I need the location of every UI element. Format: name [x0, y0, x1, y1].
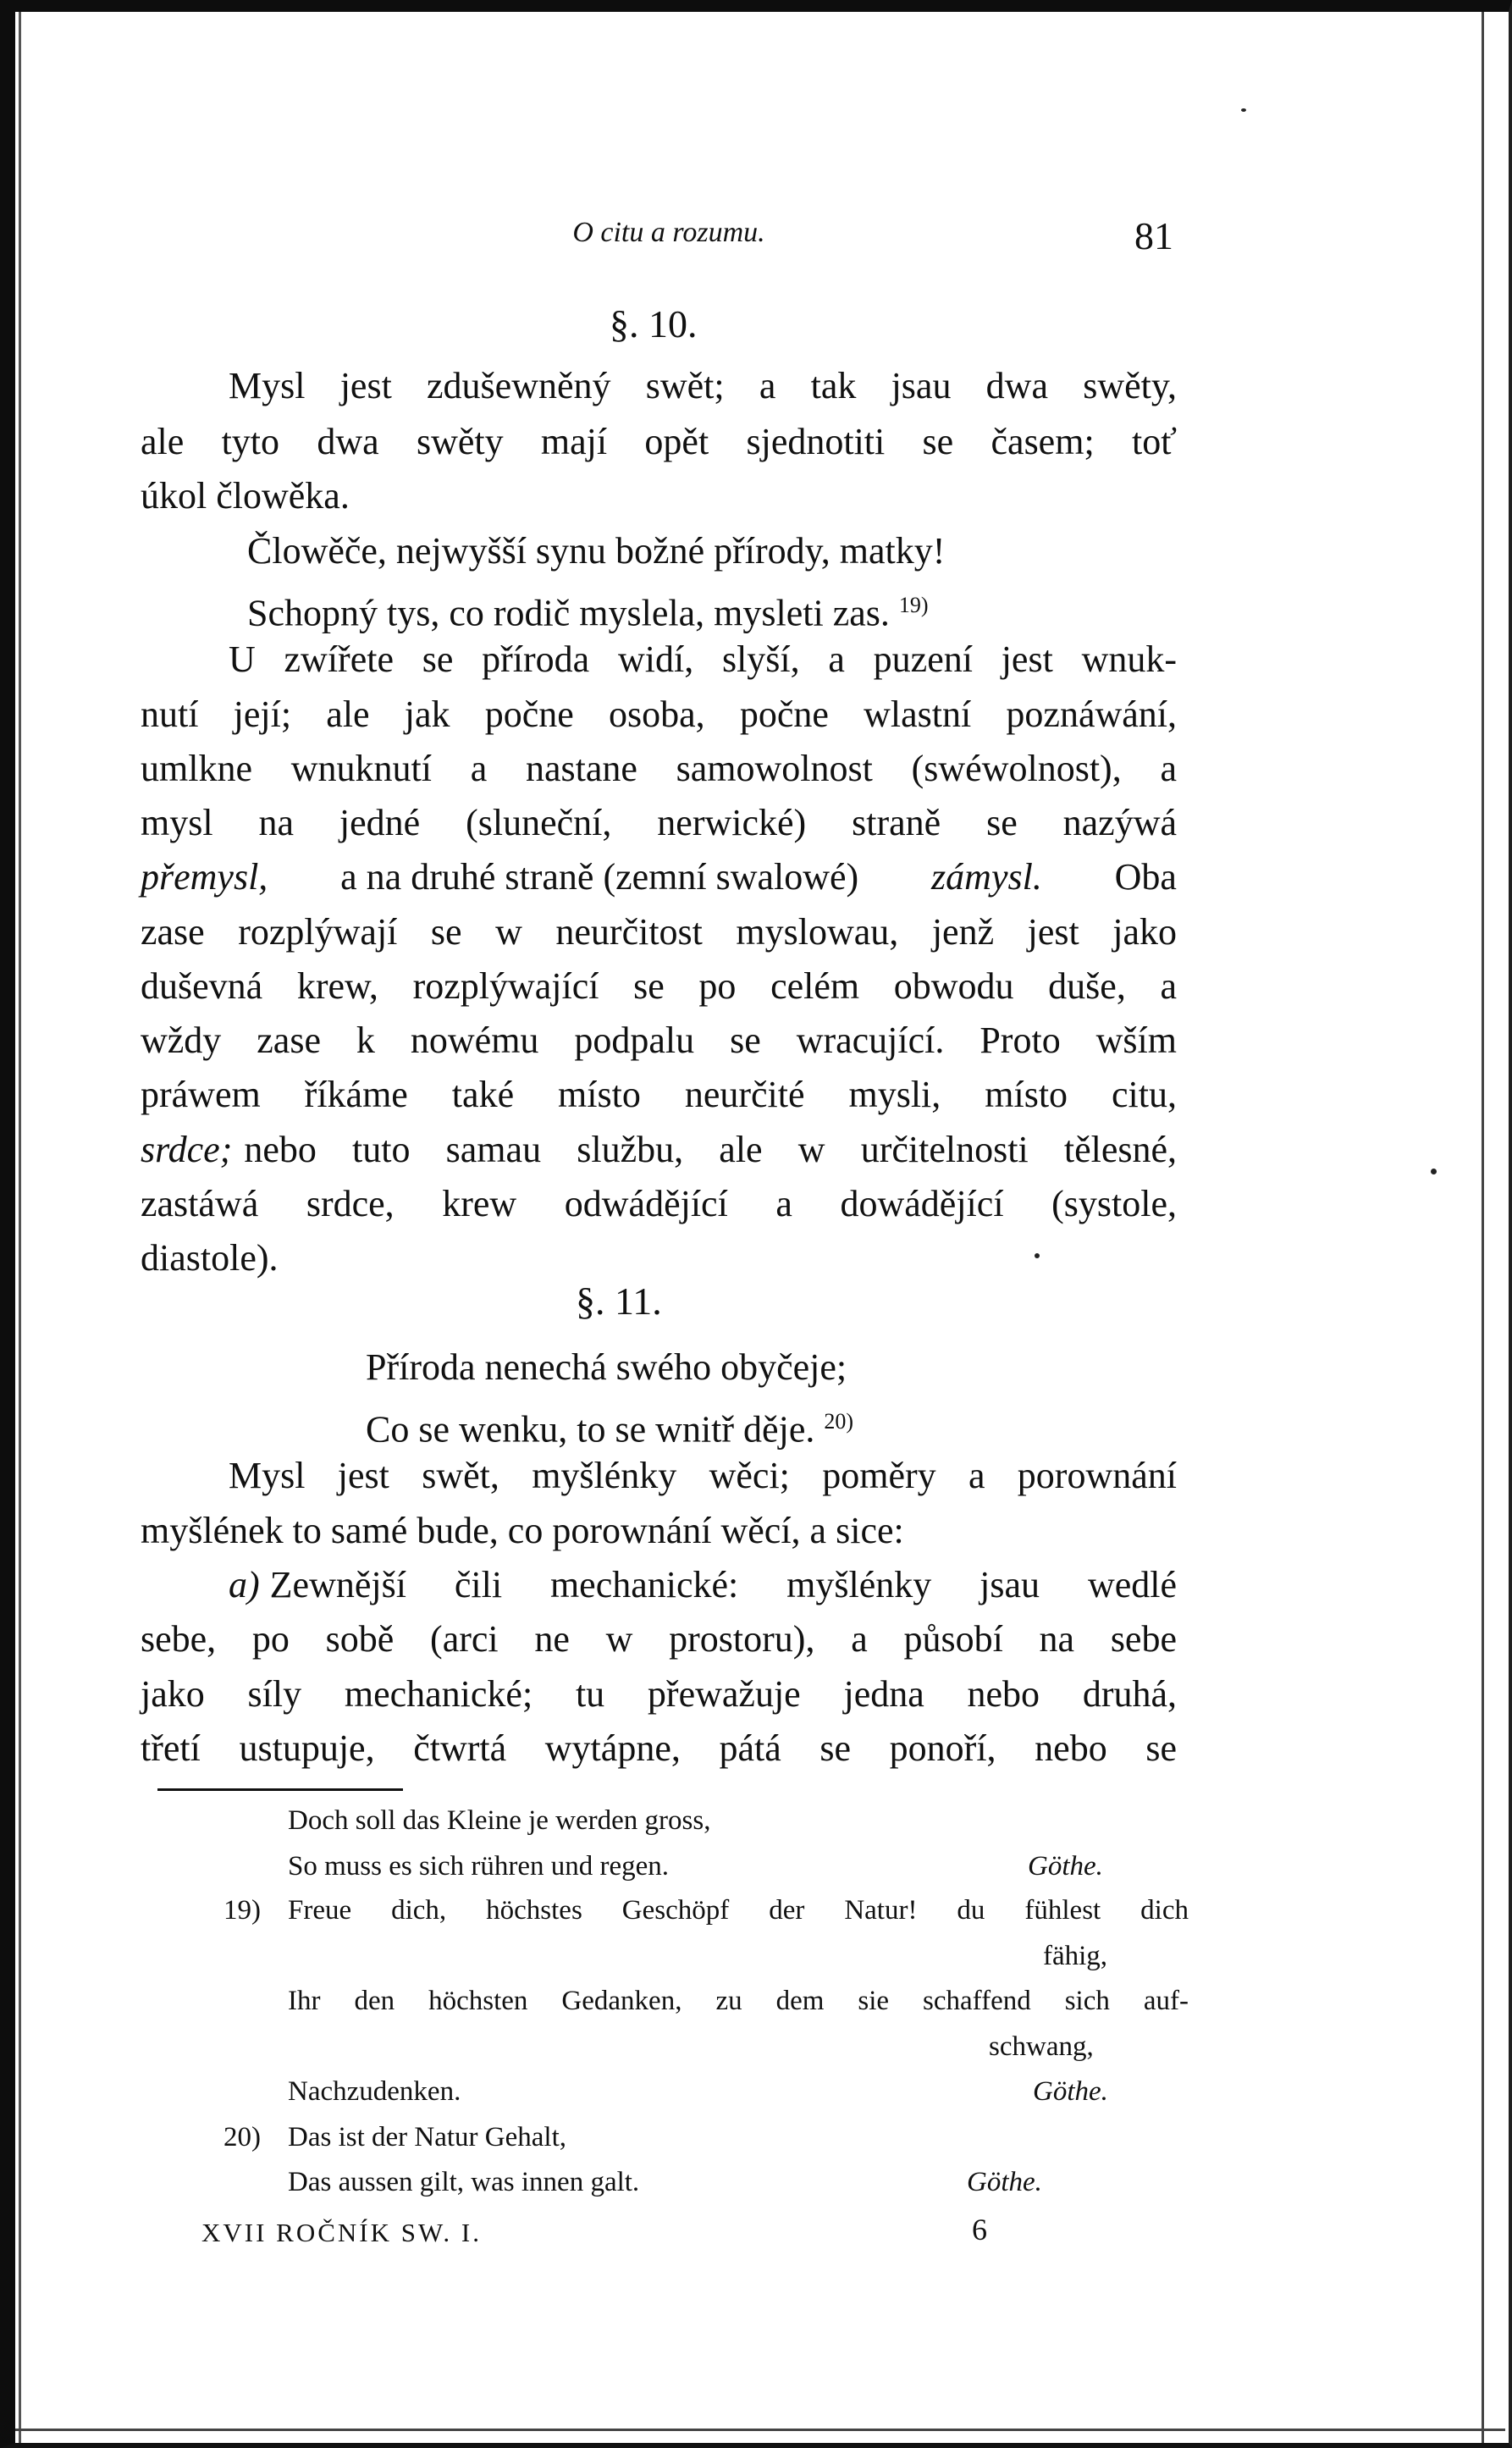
italic-term-srdce: srdce;	[141, 1129, 233, 1170]
text-line-mixed	[141, 1125, 1177, 1175]
text-line-mixed	[141, 852, 1177, 903]
verse-text: Co se wenku, to se wnitř děje.	[366, 1408, 815, 1451]
footnote-number-19: 19)	[223, 1895, 261, 1926]
printer-signature: XVII ROČNÍK SW. I.	[201, 2218, 482, 2247]
footnote-attribution: Göthe.	[1028, 1851, 1103, 1882]
text-fragment: a na druhé straně (zemní swalowé)	[340, 856, 859, 898]
text-line: myšlének to samé bude, co porownání wěcí, a sice:	[141, 1510, 904, 1551]
text-line: úkol člowěka.	[141, 475, 350, 517]
text-fragment: Zewnější čili mechanické: myšlénky jsau wedlé	[269, 1564, 1177, 1605]
footnote-verse: Ihr den höchsten Gedanken, zu dem sie schaffend sich auf-	[288, 1986, 1189, 2016]
text-line: wždy zase k nowému podpalu se wracující. Proto wším	[141, 1020, 1177, 1061]
text-fragment: Oba	[1114, 856, 1177, 898]
page-number: 81	[1134, 214, 1173, 257]
footnote-rule	[157, 1788, 403, 1791]
text-line: diastole).	[141, 1237, 279, 1279]
footnote-ref-19: 19)	[898, 593, 929, 617]
footnote-verse: Das ist der Natur Gehalt,	[288, 2122, 566, 2152]
verse-line	[247, 580, 929, 639]
text-line: mysl na jedné (sluneční, nerwické) straně se nazýwá	[141, 802, 1177, 843]
italic-term-premysl: přemysl,	[141, 856, 268, 898]
footnote-verse: Freue dich, höchstes Geschöpf der Natur! du fühlest dich	[288, 1895, 1189, 1926]
sheet-number: 6	[972, 2213, 987, 2246]
left-edge-rule	[19, 12, 21, 2443]
text-line: zastáwá srdce, krew odwádějící a dowádějící (systole,	[141, 1183, 1177, 1224]
verse-line	[366, 1396, 853, 1456]
print-speck	[1035, 1253, 1040, 1258]
text-line: práwem říkáme také místo neurčité mysli, místo citu,	[141, 1074, 1177, 1115]
footnote-verse: schwang,	[989, 2031, 1094, 2062]
text-line: nutí její; ale jak počne osoba, počne wlastní poznáwání,	[141, 694, 1177, 735]
section-10-mark: §. 10.	[610, 302, 698, 345]
text-line: U zwířete se příroda widí, slyší, a puzení jest wnuk-	[229, 638, 1177, 680]
text-line: umlkne wnuknutí a nastane samowolnost (swéwolnost), a	[141, 748, 1177, 789]
text-line: Mysl jest swět, myšlénky wěci; poměry a porownání	[229, 1455, 1177, 1496]
italic-term-zamysl: zámysl.	[931, 856, 1042, 898]
footnote-verse: Das aussen gilt, was innen galt.	[288, 2167, 640, 2197]
list-item-a	[229, 1560, 1177, 1611]
section-11-mark: §. 11.	[576, 1279, 662, 1323]
print-speck	[1431, 1169, 1437, 1174]
print-speck	[1241, 108, 1246, 112]
footnote-ref-20: 20)	[824, 1409, 854, 1434]
verse-line: Příroda nenechá swého obyčeje;	[366, 1346, 847, 1388]
right-edge-rule	[1482, 12, 1484, 2443]
text-line: sebe, po sobě (arci ne w prostoru), a působí na sebe	[141, 1618, 1177, 1660]
running-header-title: O citu a rozumu.	[572, 217, 765, 248]
footnote-verse: Nachzudenken.	[288, 2076, 461, 2107]
text-line: Mysl jest zdušewněný swět; a tak jsau dwa swěty,	[229, 365, 1177, 406]
footnote-attribution: Göthe.	[967, 2167, 1042, 2197]
verse-text: Schopný tys, co rodič myslela, mysleti zas.	[247, 592, 890, 634]
text-line: ale tyto dwa swěty mají opět sjednotiti se časem; toť	[141, 421, 1177, 462]
text-line: třetí ustupuje, čtwrtá wytápne, pátá se ponoří, nebo se	[141, 1727, 1177, 1769]
text-fragment: nebo tuto samau službu, ale w určitelnosti tělesné,	[244, 1129, 1177, 1170]
text-line: zase rozplýwají se w neurčitost myslowau, jenž jest jako	[141, 911, 1177, 953]
item-marker-a: a)	[229, 1564, 260, 1605]
footnote-attribution: Göthe.	[1033, 2076, 1108, 2107]
text-line: duševná krew, rozplýwající se po celém obwodu duše, a	[141, 965, 1177, 1007]
footnote-verse: So muss es sich rühren und regen.	[288, 1851, 670, 1882]
text-line: jako síly mechanické; tu přewažuje jedna nebo druhá,	[141, 1673, 1177, 1715]
bottom-edge-rule	[15, 2429, 1505, 2431]
footnote-number-20: 20)	[223, 2122, 261, 2152]
verse-line: Člowěče, nejwyšší synu božné přírody, matky!	[247, 530, 946, 572]
footnote-verse: fähig,	[1043, 1941, 1108, 1971]
footnote-verse: Doch soll das Kleine je werden gross,	[288, 1805, 711, 1836]
